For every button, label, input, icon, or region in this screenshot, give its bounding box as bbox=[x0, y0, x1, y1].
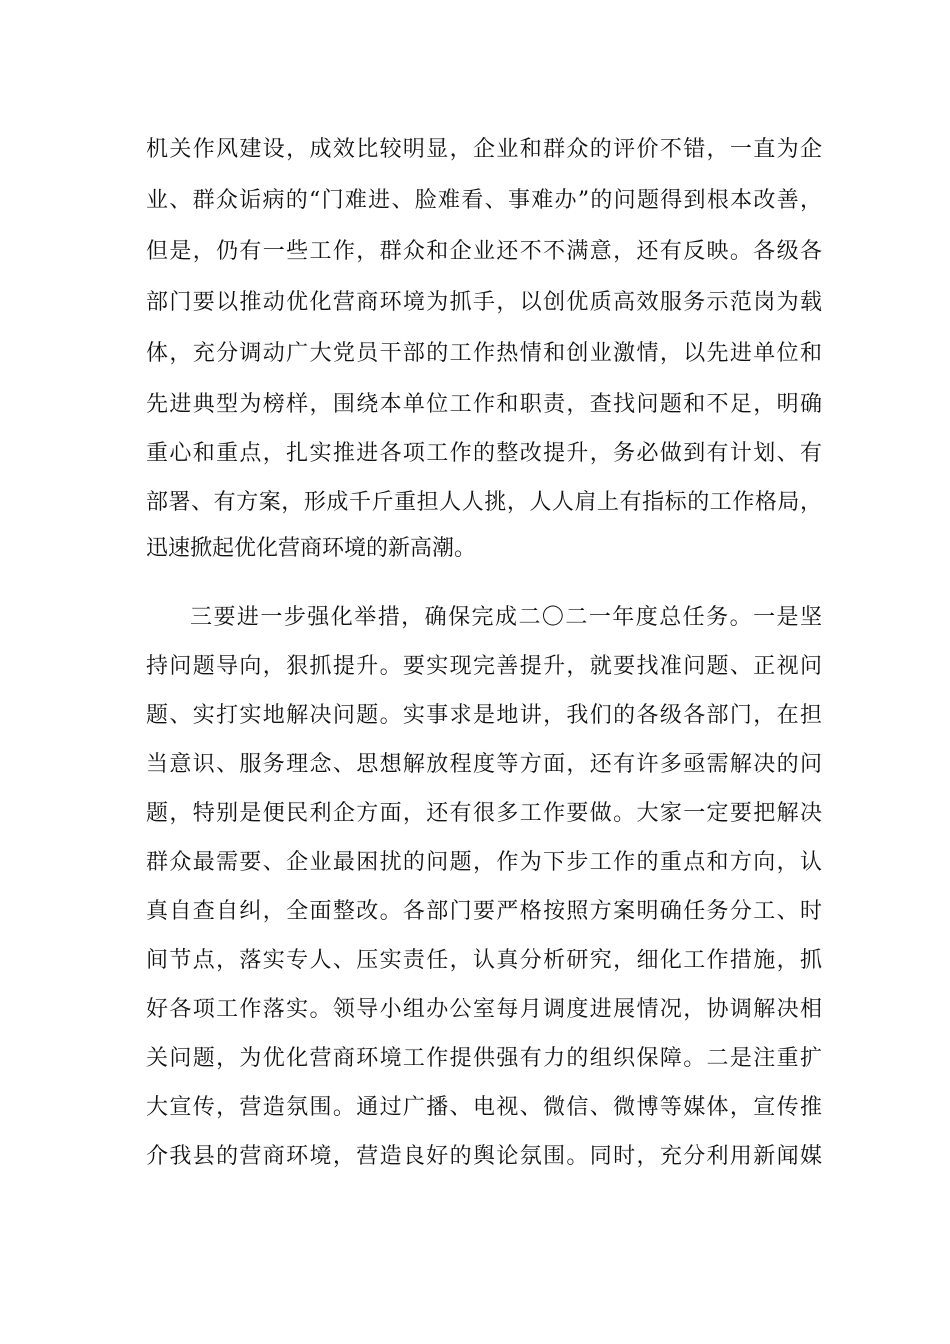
paragraph-1-line-3: 但是，仍有一些工作，群众和企业还不不满意，还有反映。各级各 bbox=[146, 239, 822, 264]
paragraph-2-line-6: 群众最需要、企业最困扰的问题，作为下步工作的重点和方向，认 bbox=[146, 850, 822, 875]
paragraph-1-line-2: 业、群众诟病的“门难进、脸难看、事难办”的问题得到根本改善， bbox=[146, 188, 822, 213]
paragraph-2-line-5: 题，特别是便民利企方面，还有很多工作要做。大家一定要把解决 bbox=[146, 801, 822, 826]
paragraph-2-line-2: 持问题导向，狠抓提升。要实现完善提升，就要找准问题、正视问 bbox=[146, 654, 822, 679]
paragraph-2-line-7: 真自查自纠，全面整改。各部门要严格按照方案明确任务分工、时 bbox=[146, 899, 822, 924]
paragraph-1-line-4: 部门要以推动优化营商环境为抓手，以创优质高效服务示范岗为载 bbox=[146, 290, 822, 315]
paragraph-1-line-5: 体，充分调动广大党员干部的工作热情和创业激情，以先进单位和 bbox=[146, 341, 822, 366]
paragraph-1-line-7: 重心和重点，扎实推进各项工作的整改提升，务必做到有计划、有 bbox=[146, 441, 822, 466]
paragraph-1-line-6: 先进典型为榜样，围绕本单位工作和职责，查找问题和不足，明确 bbox=[146, 392, 822, 417]
paragraph-1-line-9: 迅速掀起优化营商环境的新高潮。 bbox=[146, 536, 477, 561]
paragraph-2-line-11: 大宣传，营造氛围。通过广播、电视、微信、微博等媒体，宣传推 bbox=[146, 1095, 822, 1120]
paragraph-2-line-12: 介我县的营商环境，营造良好的舆论氛围。同时，充分利用新闻媒 bbox=[146, 1144, 822, 1169]
paragraph-1-line-1: 机关作风建设，成效比较明显，企业和群众的评价不错，一直为企 bbox=[146, 137, 822, 162]
paragraph-2-line-4: 当意识、服务理念、思想解放程度等方面，还有许多亟需解决的问 bbox=[146, 752, 822, 777]
paragraph-2-line-10: 关问题，为优化营商环境工作提供强有力的组织保障。二是注重扩 bbox=[146, 1046, 822, 1071]
paragraph-1-line-8: 部署、有方案，形成千斤重担人人挑，人人肩上有指标的工作格局， bbox=[146, 490, 822, 515]
paragraph-2-line-9: 好各项工作落实。领导小组办公室每月调度进展情况，协调解决相 bbox=[146, 997, 822, 1022]
paragraph-2-line-8: 间节点，落实专人、压实责任，认真分析研究，细化工作措施，抓 bbox=[146, 948, 822, 973]
paragraph-2-line-3: 题、实打实地解决问题。实事求是地讲，我们的各级各部门，在担 bbox=[146, 703, 822, 728]
paragraph-2-line-1: 三要进一步强化举措，确保完成二〇二一年度总任务。一是坚 bbox=[190, 605, 822, 630]
